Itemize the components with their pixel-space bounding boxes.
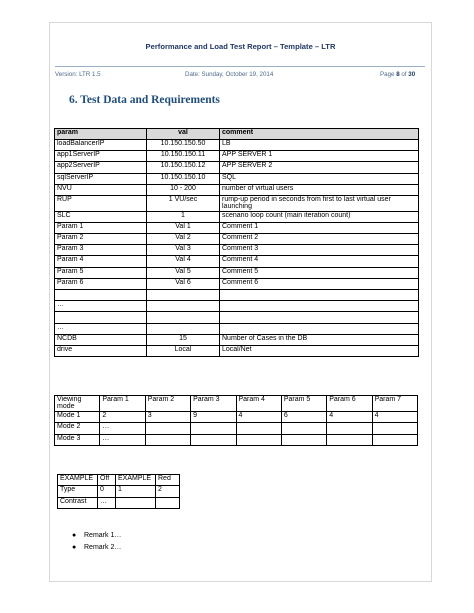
table-cell: Comment 3 <box>220 245 419 256</box>
table-row <box>55 411 418 423</box>
table-cell: EXAMPLE <box>58 475 98 486</box>
column-header: Param 5 <box>281 396 326 412</box>
table-cell: 4 <box>236 411 281 423</box>
version-label: Version: LTR 1.5 <box>55 71 101 78</box>
table-cell: Comment 6 <box>220 278 419 289</box>
table-row <box>55 162 419 173</box>
column-header: Param 6 <box>327 396 372 412</box>
table-cell <box>327 423 372 435</box>
table-cell: scenario loop count (main iteration count) <box>220 211 419 222</box>
column-header: Param 1 <box>100 396 145 412</box>
table-cell <box>191 434 236 446</box>
table-row <box>55 289 419 300</box>
column-header: val <box>147 129 220 140</box>
table-row <box>55 423 418 435</box>
table-row <box>55 267 419 278</box>
table-cell: app2ServerIP <box>55 162 147 173</box>
table-cell <box>372 423 417 435</box>
table-cell: 10.150.150.10 <box>147 173 220 184</box>
test-data-table <box>54 128 419 357</box>
header-divider <box>55 66 425 67</box>
page-current: 8 <box>396 71 400 78</box>
column-header: comment <box>220 129 419 140</box>
table-cell: Comment 4 <box>220 256 419 267</box>
table-cell: 4 <box>327 411 372 423</box>
table-cell: 4 <box>372 411 417 423</box>
column-header: Viewing mode <box>55 396 100 412</box>
table-cell: rump-up period in seconds from first to last virtual user launching <box>220 195 419 211</box>
table-row <box>55 211 419 222</box>
table-row <box>55 256 419 267</box>
table-cell: … <box>98 497 116 508</box>
table-cell: Val 3 <box>147 245 220 256</box>
table-cell <box>236 423 281 435</box>
table-cell: SQL <box>220 173 419 184</box>
table-cell: Type <box>58 486 98 497</box>
table-cell <box>236 434 281 446</box>
table-row <box>55 234 419 245</box>
remarks-list <box>72 530 121 554</box>
table-cell: 2 <box>100 411 145 423</box>
table-row <box>55 323 419 334</box>
table-cell: Val 4 <box>147 256 220 267</box>
bullet-icon: ● <box>72 532 77 539</box>
table-cell <box>220 312 419 323</box>
table-cell <box>147 312 220 323</box>
table-cell <box>281 434 326 446</box>
table-cell: Param 6 <box>55 278 147 289</box>
table-cell: drive <box>55 345 147 356</box>
document-title: Performance and Load Test Report – Template – LTR <box>145 42 336 51</box>
table-cell <box>147 301 220 312</box>
list-item <box>72 542 121 554</box>
table-cell: Param 1 <box>55 222 147 233</box>
table-cell: 10.150.150.11 <box>147 151 220 162</box>
table-cell: Off <box>98 475 116 486</box>
page-total: 30 <box>408 71 416 78</box>
table-row <box>58 497 180 508</box>
table-cell: 15 <box>147 334 220 345</box>
table-row <box>55 222 419 233</box>
table-row <box>55 301 419 312</box>
table-row <box>55 278 419 289</box>
column-header: Param 3 <box>191 396 236 412</box>
table-cell: 9 <box>191 411 236 423</box>
table-header-row <box>55 129 419 140</box>
table-cell: EXAMPLE <box>116 475 156 486</box>
table-cell: Comment 5 <box>220 267 419 278</box>
table-row <box>58 475 180 486</box>
table-row <box>55 151 419 162</box>
table-row <box>55 312 419 323</box>
table-cell: SLC <box>55 211 147 222</box>
table-header-row <box>55 396 418 412</box>
table-cell: Mode 1 <box>55 411 100 423</box>
section-heading: 6. Test Data and Requirements <box>69 94 220 106</box>
column-header: Param 7 <box>372 396 417 412</box>
table-row <box>58 486 180 497</box>
table-cell: 6 <box>281 411 326 423</box>
table-row <box>55 173 419 184</box>
table-cell <box>116 497 156 508</box>
list-item <box>72 530 121 542</box>
table-cell: 10.150.150.12 <box>147 162 220 173</box>
table-cell: sqlServerIP <box>55 173 147 184</box>
table-cell: NVU <box>55 184 147 195</box>
table-cell: Param 4 <box>55 256 147 267</box>
table-row <box>55 184 419 195</box>
example-table <box>57 474 180 509</box>
table-cell: APP SERVER 1 <box>220 151 419 162</box>
bullet-icon: ● <box>72 544 77 551</box>
table-cell <box>220 301 419 312</box>
table-cell: 10 - 200 <box>147 184 220 195</box>
table-cell <box>145 423 190 435</box>
table-cell: Local/Net <box>220 345 419 356</box>
table-cell: RUP <box>55 195 147 211</box>
table-cell: Mode 3 <box>55 434 100 446</box>
page-prefix: Page <box>380 71 395 78</box>
table-cell: loadBalancerIP <box>55 140 147 151</box>
table-cell <box>281 423 326 435</box>
table-cell <box>156 497 180 508</box>
table-cell <box>147 323 220 334</box>
table-cell: LB <box>220 140 419 151</box>
table-cell: Param 3 <box>55 245 147 256</box>
table-row <box>55 140 419 151</box>
column-header: Param 2 <box>145 396 190 412</box>
table-cell: Comment 2 <box>220 234 419 245</box>
table-cell <box>372 434 417 446</box>
table-cell: Param 5 <box>55 267 147 278</box>
column-header: Param 4 <box>236 396 281 412</box>
table-cell: 3 <box>145 411 190 423</box>
table-cell <box>147 289 220 300</box>
table-row <box>55 195 419 211</box>
remark-text: Remark 1… <box>84 532 122 539</box>
table-cell <box>327 434 372 446</box>
table-cell: APP SERVER 2 <box>220 162 419 173</box>
remark-text: Remark 2… <box>84 544 122 551</box>
table-cell: NCDB <box>55 334 147 345</box>
table-cell: Val 1 <box>147 222 220 233</box>
table-cell: number of virtual users <box>220 184 419 195</box>
table-cell: Red <box>156 475 180 486</box>
page-of: of <box>401 71 407 78</box>
viewing-mode-table <box>54 395 418 446</box>
table-row <box>55 245 419 256</box>
table-cell: Mode 2 <box>55 423 100 435</box>
table-cell: … <box>100 434 145 446</box>
table-cell: Comment 1 <box>220 222 419 233</box>
table-row <box>55 434 418 446</box>
table-cell: 1 VU/sec <box>147 195 220 211</box>
table-cell: 1 <box>147 211 220 222</box>
table-row <box>55 334 419 345</box>
table-cell: 10.150.150.50 <box>147 140 220 151</box>
table-cell: Val 2 <box>147 234 220 245</box>
table-cell: Val 5 <box>147 267 220 278</box>
column-header: param <box>55 129 147 140</box>
table-cell: … <box>100 423 145 435</box>
table-cell <box>191 423 236 435</box>
table-cell <box>220 323 419 334</box>
table-cell: 2 <box>156 486 180 497</box>
table-cell: Val 6 <box>147 278 220 289</box>
table-cell <box>55 289 147 300</box>
table-cell: … <box>55 301 147 312</box>
table-cell: 1 <box>116 486 156 497</box>
table-cell: Number of Cases in the DB <box>220 334 419 345</box>
table-row <box>55 345 419 356</box>
table-cell: Param 2 <box>55 234 147 245</box>
table-cell: … <box>55 323 147 334</box>
table-cell: 0 <box>98 486 116 497</box>
table-cell <box>145 434 190 446</box>
table-cell <box>55 312 147 323</box>
table-cell: app1ServerIP <box>55 151 147 162</box>
table-cell: Contrast <box>58 497 98 508</box>
page-number <box>380 71 415 78</box>
date-label: Date: Sunday, October 19, 2014 <box>185 71 274 78</box>
table-cell <box>220 289 419 300</box>
table-cell: Local <box>147 345 220 356</box>
